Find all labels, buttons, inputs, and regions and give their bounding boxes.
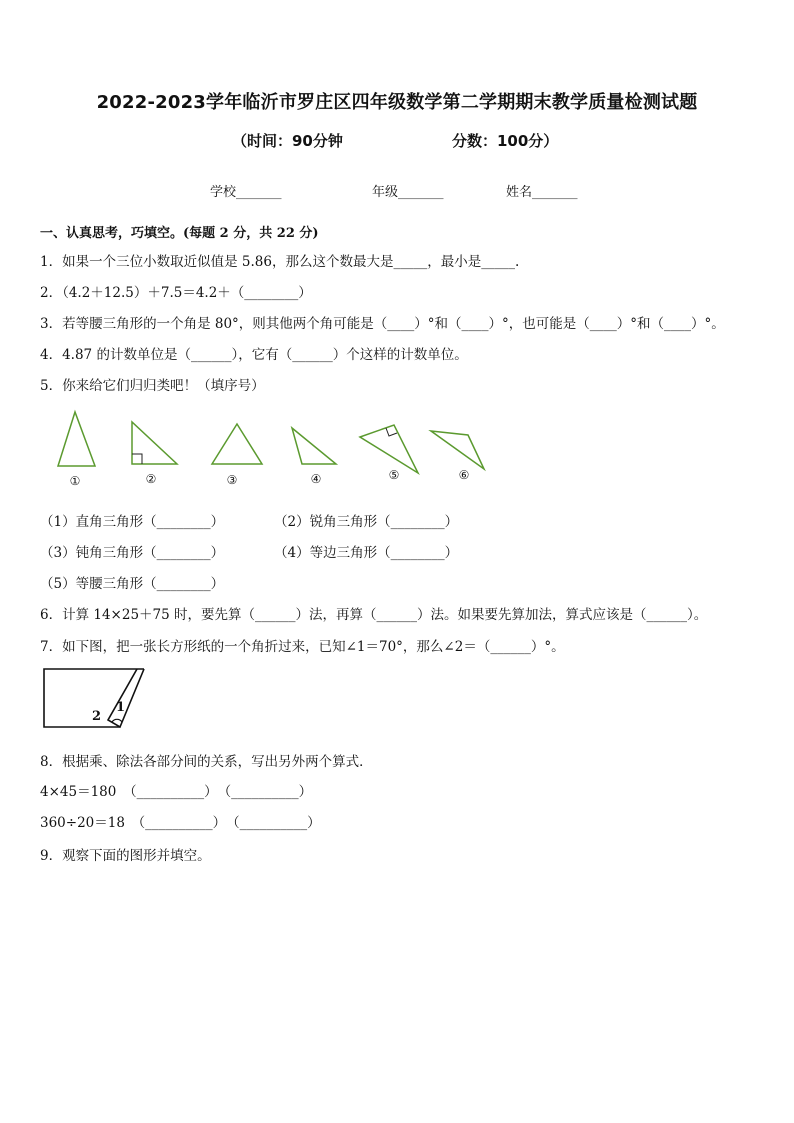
question-1: 1．如果一个三位小数取近似值是 5.86，那么这个数最大是_____，最小是_____. bbox=[40, 254, 520, 270]
angle-1-label: 1 bbox=[116, 700, 126, 715]
angle-arc bbox=[112, 719, 122, 722]
q5-answer-5: （5）等腰三角形（________） bbox=[40, 576, 225, 592]
triangle-4 bbox=[292, 428, 336, 464]
question-2: 2．（4.2＋12.5）＋7.5＝4.2＋（________） bbox=[40, 285, 312, 301]
name-field: 姓名_______ bbox=[506, 185, 578, 200]
question-7: 7．如下图，把一张长方形纸的一个角折过来，已知∠1＝70°，那么∠2＝（______）°。 bbox=[40, 639, 565, 655]
angle-2-label: 2 bbox=[92, 709, 102, 724]
triangle-3 bbox=[212, 424, 262, 464]
q5-answer-4: （4）等边三角形（________） bbox=[274, 545, 459, 561]
q5-answer-2: （2）锐角三角形（________） bbox=[274, 514, 459, 530]
grade-field: 年级_______ bbox=[372, 185, 444, 200]
triangle-label-4: ④ bbox=[310, 472, 322, 486]
triangle-5 bbox=[360, 425, 418, 473]
q5-answer-3: （3）钝角三角形（________） bbox=[40, 545, 225, 561]
triangle-1 bbox=[58, 412, 95, 466]
section-heading: 一、认真思考，巧填空。(每题 2 分，共 22 分) bbox=[40, 226, 319, 241]
question-5: 5．你来给它们归归类吧！（填序号） bbox=[40, 378, 265, 394]
question-4: 4．4.87 的计数单位是（______），它有（______）个这样的计数单位。 bbox=[40, 347, 468, 363]
triangle-label-6: ⑥ bbox=[458, 468, 470, 482]
school-field: 学校_______ bbox=[210, 185, 282, 200]
question-3: 3．若等腰三角形的一个角是 80°，则其他两个角可能是（____）°和（____）°，也可能是（____）°和（____）°。 bbox=[40, 316, 725, 332]
triangle-6 bbox=[431, 431, 484, 469]
q8-row-1: 4×45＝180 （__________） （__________） bbox=[40, 784, 313, 800]
page-title: 2022-2023学年临沂市罗庄区四年级数学第二学期期末教学质量检测试题 bbox=[96, 92, 698, 113]
triangle-2 bbox=[132, 422, 177, 464]
triangle-label-1: ① bbox=[69, 474, 81, 488]
question-8: 8．根据乘、除法各部分间的关系，写出另外两个算式． bbox=[40, 754, 373, 770]
triangles-figure bbox=[40, 400, 510, 495]
question-6: 6．计算 14×25＋75 时，要先算（______）法，再算（______）法。如果要先算加法，算式应该是（______）。 bbox=[40, 607, 708, 623]
triangle-label-5: ⑤ bbox=[388, 468, 400, 482]
exam-score: 分数：100分） bbox=[452, 132, 559, 150]
triangle-label-3: ③ bbox=[226, 473, 238, 487]
exam-time: （时间：90分钟 bbox=[232, 132, 343, 150]
fold-edge bbox=[108, 669, 144, 727]
right-angle-mark-2 bbox=[132, 454, 142, 464]
question-9: 9．观察下面的图形并填空。 bbox=[40, 848, 211, 864]
triangle-label-2: ② bbox=[145, 472, 157, 486]
q5-answer-1: （1）直角三角形（________） bbox=[40, 514, 225, 530]
q8-row-2: 360÷20＝18 （__________） （__________） bbox=[40, 815, 321, 831]
